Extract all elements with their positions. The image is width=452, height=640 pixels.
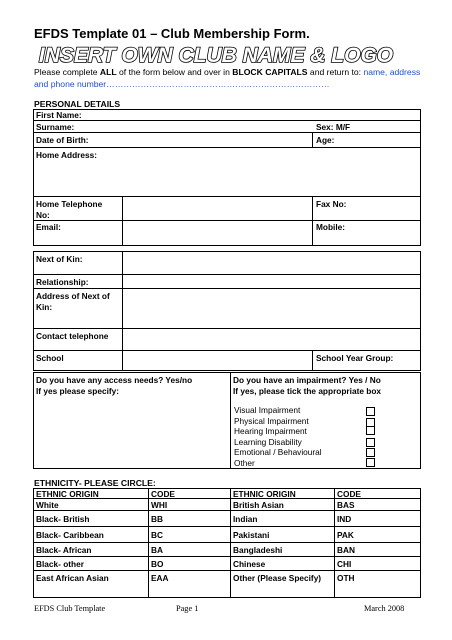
contact-telephone-label: Contact telephone xyxy=(36,331,109,341)
ethnicity-cell: Indian xyxy=(233,514,258,524)
ethnicity-code-cell: OTH xyxy=(337,573,355,583)
hearing-impairment-checkbox[interactable] xyxy=(366,426,375,435)
dob-label: Date of Birth: xyxy=(36,135,89,145)
ethnicity-cell: British Asian xyxy=(233,500,284,510)
intro-part: and return to: xyxy=(307,67,364,77)
footer-date: March 2008 xyxy=(364,604,405,613)
impairment-option: Visual Impairment xyxy=(234,405,301,415)
intro-text xyxy=(34,66,428,90)
ethnicity-header-code-2: CODE xyxy=(337,489,361,499)
ethnicity-cell: White xyxy=(36,500,59,510)
ethnicity-cell: Black- African xyxy=(36,545,92,555)
ethnicity-code-cell: BO xyxy=(151,559,164,569)
ethnicity-header-origin-2: ETHNIC ORIGIN xyxy=(233,489,296,499)
first-name-label: First Name: xyxy=(36,110,82,120)
ethnicity-code-cell: PAK xyxy=(337,530,354,540)
intro-part: Please complete xyxy=(34,67,100,77)
surname-label: Surname: xyxy=(36,122,75,132)
learning-disability-checkbox[interactable] xyxy=(366,438,375,447)
relationship-label: Relationship: xyxy=(36,277,89,287)
ethnicity-code-cell: BAS xyxy=(337,500,355,510)
home-telephone-label xyxy=(36,199,102,220)
ethnicity-cell: Other (Please Specify) xyxy=(233,573,322,583)
ethnicity-header-code-1: CODE xyxy=(151,489,175,499)
ethnicity-code-cell: WHI xyxy=(151,500,168,510)
ethnicity-cell: Pakistani xyxy=(233,530,270,540)
ethnicity-header-origin-1: ETHNIC ORIGIN xyxy=(36,489,99,499)
ethnicity-code-cell: IND xyxy=(337,514,352,524)
next-of-kin-label: Next of Kin: xyxy=(36,254,83,264)
impairment-line1: Do you have an impairment? Yes / No xyxy=(233,375,381,385)
impairment-option: Emotional / Behavioural xyxy=(234,447,322,457)
access-needs-question xyxy=(36,375,192,396)
mobile-label: Mobile: xyxy=(316,222,346,232)
fax-label: Fax No: xyxy=(316,199,347,209)
ethnicity-code-cell: BC xyxy=(151,530,163,540)
ethnicity-code-cell: EAA xyxy=(151,573,169,583)
ethnicity-cell: East African Asian xyxy=(36,573,109,583)
impairment-option: Other xyxy=(234,457,255,468)
ethnicity-code-cell: BA xyxy=(151,545,163,555)
home-address-label: Home Address: xyxy=(36,150,98,160)
impairment-option: Learning Disability xyxy=(234,436,302,447)
emotional-behavioural-checkbox[interactable] xyxy=(366,448,375,457)
ethnicity-cell: Chinese xyxy=(233,559,266,569)
personal-details-heading: PERSONAL DETAILS xyxy=(34,99,121,109)
impairment-option: Hearing Impairment xyxy=(234,426,307,436)
footer-page-number: Page 1 xyxy=(176,604,199,613)
age-label: Age: xyxy=(316,135,335,145)
access-needs-line1: Do you have any access needs? Yes/no xyxy=(36,375,193,385)
school-year-label: School Year Group: xyxy=(316,353,394,363)
intro-emphasis-all: ALL xyxy=(99,67,117,77)
sex-label: Sex: M/F xyxy=(316,122,351,132)
ethnicity-cell: Black- Caribbean xyxy=(36,530,104,540)
ethnicity-cell: Black- other xyxy=(36,559,84,569)
kin-address-line1: Address of Next of xyxy=(36,291,110,301)
ethnicity-cell: Bangladeshi xyxy=(233,545,283,555)
ethnicity-code-cell: CHI xyxy=(337,559,352,569)
ethnicity-heading: ETHNICITY- PLEASE CIRCLE: xyxy=(34,478,156,488)
return-address-placeholder: name, address and phone number…………………………………………………………………… xyxy=(34,67,421,89)
ethnicity-code-cell: BB xyxy=(151,514,163,524)
ethnicity-code-cell: BAN xyxy=(337,545,355,555)
impairment-option: Physical Impairment xyxy=(234,415,309,426)
other-impairment-checkbox[interactable] xyxy=(366,458,375,467)
impairment-question xyxy=(233,375,381,396)
email-label: Email: xyxy=(36,222,61,232)
home-telephone-line1: Home Telephone xyxy=(36,199,103,209)
logo-text: INSERT OWN CLUB NAME & LOGO xyxy=(38,44,394,67)
home-telephone-line2: No: xyxy=(36,209,50,220)
ethnicity-cell: Black- British xyxy=(36,514,90,524)
impairment-options xyxy=(234,405,322,468)
kin-address-line2: Kin: xyxy=(36,301,53,312)
access-needs-line2: If yes please specify: xyxy=(36,385,120,396)
intro-emphasis-caps: BLOCK CAPITALS xyxy=(232,67,308,77)
intro-part: of the form below and over in xyxy=(116,67,233,77)
footer-left: EFDS Club Template xyxy=(34,604,106,613)
school-label: School xyxy=(36,353,64,363)
visual-impairment-checkbox[interactable] xyxy=(366,407,375,416)
form-title: EFDS Template 01 – Club Membership Form. xyxy=(34,26,310,41)
kin-address-label xyxy=(36,291,110,312)
impairment-line2: If yes, please tick the appropriate box xyxy=(233,385,382,396)
